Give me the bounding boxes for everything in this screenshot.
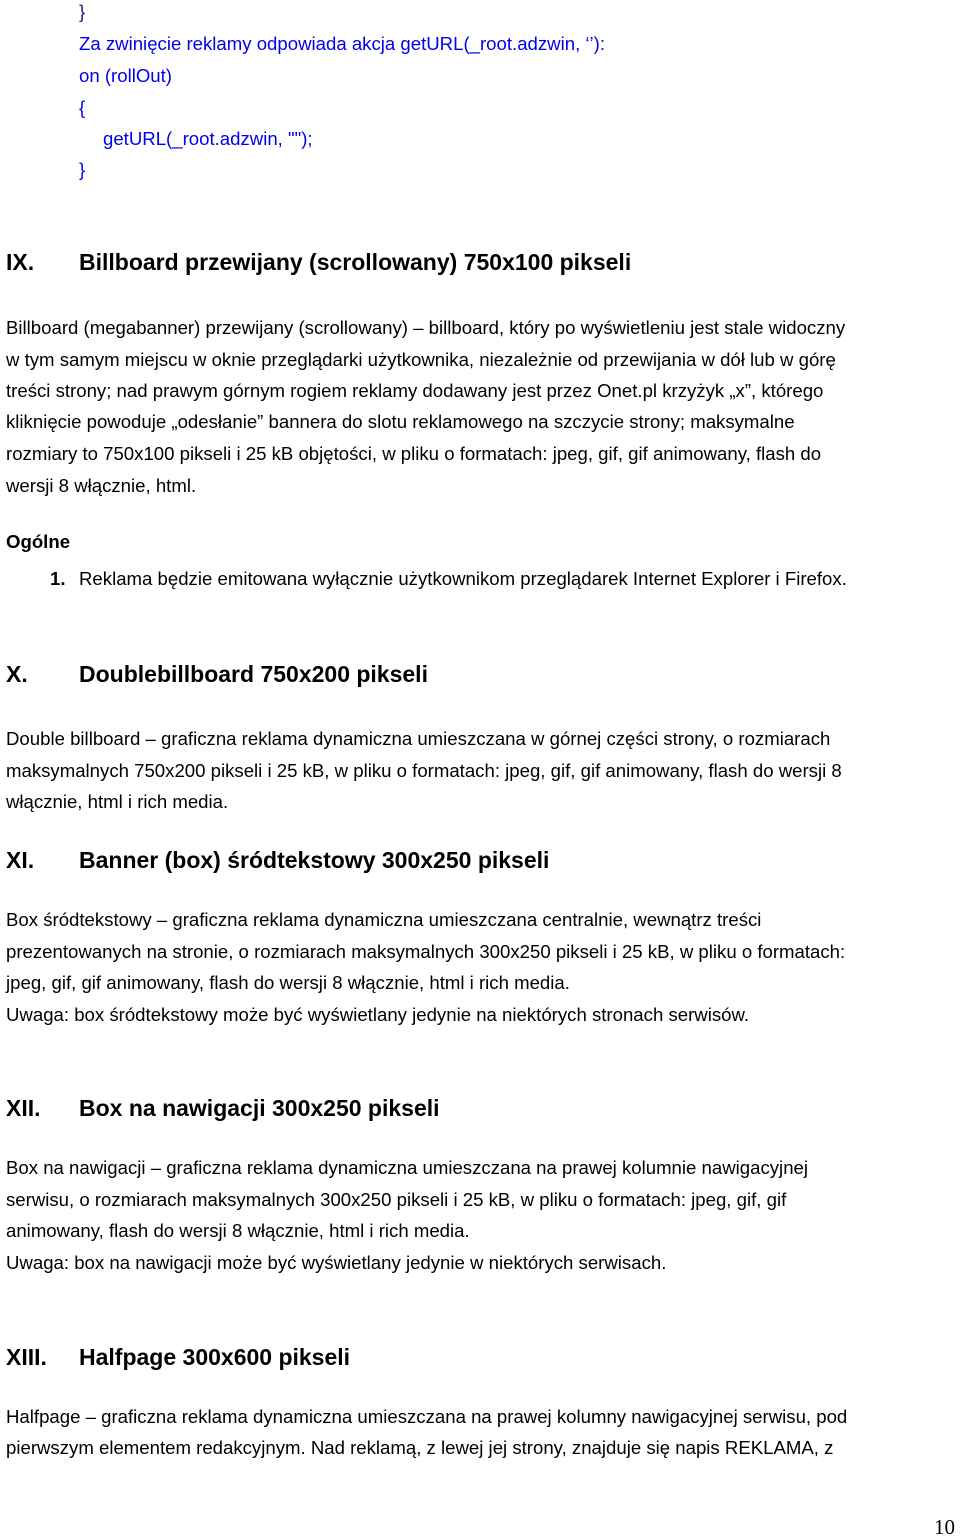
section-ix-line-3: treści strony; nad prawym górnym rogiem reklamy dodawany jest przez Onet.pl krzyżyk „x”, którego <box>6 380 824 401</box>
code-comment: Za zwinięcie reklamy odpowiada akcja getURL(_root.adzwin, ‘’): <box>79 33 606 54</box>
section-x-title: Doublebillboard 750x200 pikseli <box>79 661 428 687</box>
section-ix-line-5: rozmiary to 750x100 pikseli i 25 kB objętości, w pliku o formatach: jpeg, gif, gif animowany, flash do <box>6 443 822 464</box>
section-xii-line-1: Box na nawigacji – graficzna reklama dynamiczna umieszczana na prawej kolumnie nawigacyjnej <box>6 1157 809 1178</box>
section-xiii-line-2: pierwszym elementem redakcyjnym. Nad reklamą, z lewej jej strony, znajduje się napis REKLAMA, z <box>6 1437 834 1458</box>
section-xii-title: Box na nawigacji 300x250 pikseli <box>79 1095 440 1121</box>
section-xi-line-1: Box śródtekstowy – graficzna reklama dynamiczna umieszczana centralnie, wewnątrz treści <box>6 909 762 930</box>
section-xiii-title: Halfpage 300x600 pikseli <box>79 1344 351 1370</box>
list-item-number: 1. <box>50 568 66 589</box>
section-ix-title: Billboard przewijany (scrollowany) 750x100 pikseli <box>79 249 632 275</box>
code-closing-brace-2: } <box>79 159 86 180</box>
list-item-text: Reklama będzie emitowana wyłącznie użytkownikom przeglądarek Internet Explorer i Firefox. <box>79 568 847 589</box>
section-ix-number: IX. <box>6 249 35 275</box>
section-ix-line-2: w tym samym miejscu w oknie przeglądarki użytkownika, niezależnie od przewijania w dół lub w górę <box>6 349 836 370</box>
section-x-number: X. <box>6 661 28 687</box>
section-ix-line-1: Billboard (megabanner) przewijany (scrollowany) – billboard, który po wyświetleniu jest stale widoczny <box>6 317 846 338</box>
section-xi-title: Banner (box) śródtekstowy 300x250 pikseli <box>79 847 550 873</box>
section-xi-line-3: jpeg, gif, gif animowany, flash do wersji 8 włącznie, html i rich media. <box>6 972 570 993</box>
section-xiii-number: XIII. <box>6 1344 47 1370</box>
code-on-rollout: on (rollOut) <box>79 65 172 86</box>
code-closing-brace: } <box>79 1 86 22</box>
section-xii-line-4: Uwaga: box na nawigacji może być wyświetlany jedynie w niektórych serwisach. <box>6 1252 667 1273</box>
section-xii-line-2: serwisu, o rozmiarach maksymalnych 300x250 pikseli i 25 kB, w pliku o formatach: jpeg, gif, gif <box>6 1189 787 1210</box>
code-geturl: getURL(_root.adzwin, ""); <box>103 128 313 149</box>
section-xiii-line-1: Halfpage – graficzna reklama dynamiczna umieszczana na prawej kolumny nawigacyjnej serwisu, pod <box>6 1406 848 1427</box>
code-opening-brace: { <box>79 97 86 118</box>
section-x-line-2: maksymalnych 750x200 pikseli i 25 kB, w pliku o formatach: jpeg, gif, gif animowany, flash do wersji 8 <box>6 760 842 781</box>
section-xi-number: XI. <box>6 847 35 873</box>
section-x-line-3: włącznie, html i rich media. <box>6 791 229 812</box>
section-xii-line-3: animowany, flash do wersji 8 włącznie, html i rich media. <box>6 1220 470 1241</box>
section-xii-number: XII. <box>6 1095 41 1121</box>
section-x-line-1: Double billboard – graficzna reklama dynamiczna umieszczana w górnej części strony, o rozmiarach <box>6 728 831 749</box>
page-number: 10 <box>934 1515 955 1539</box>
section-xi-line-4: Uwaga: box śródtekstowy może być wyświetlany jedynie na niektórych stronach serwisów. <box>6 1004 750 1025</box>
section-ix-line-6: wersji 8 włącznie, html. <box>6 475 197 496</box>
section-ix-line-4: kliknięcie powoduje „odesłanie” bannera do slotu reklamowego na szczycie strony; maksymalne <box>6 411 795 432</box>
general-heading: Ogólne <box>6 531 71 552</box>
section-xi-line-2: prezentowanych na stronie, o rozmiarach maksymalnych 300x250 pikseli i 25 kB, w pliku o formatach: <box>6 941 846 962</box>
